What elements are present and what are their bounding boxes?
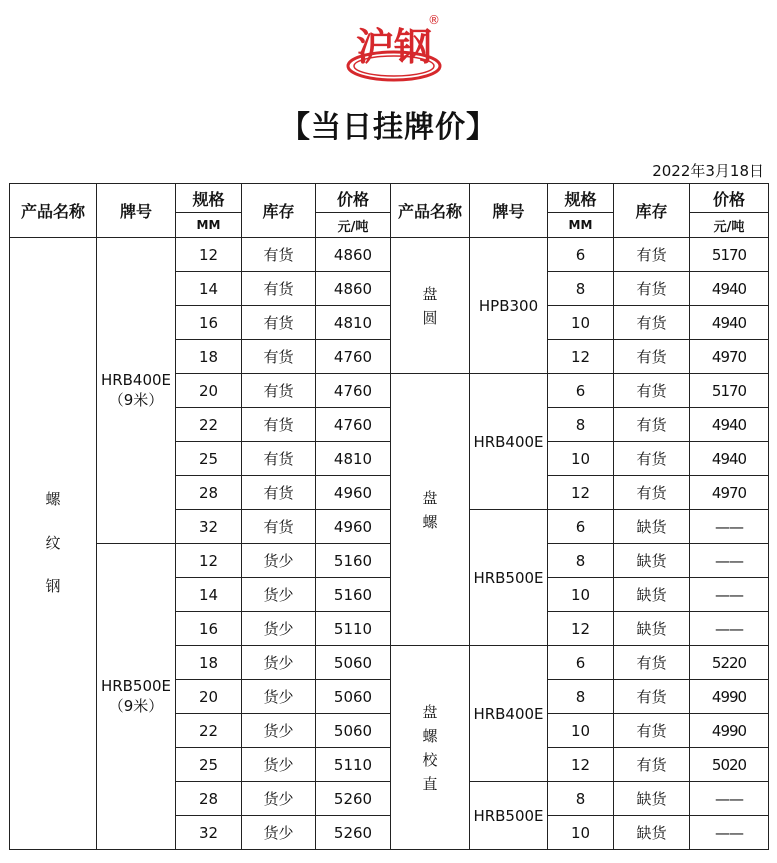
col-header-price: 价格 xyxy=(316,184,391,213)
spec-cell: 18 xyxy=(176,340,242,374)
price-cell: 5020 xyxy=(690,748,769,782)
price-cell: 4970 xyxy=(690,476,769,510)
stock-cell: 有货 xyxy=(242,442,316,476)
price-date: 2022年3月18日 xyxy=(652,162,764,180)
spec-cell: 25 xyxy=(176,442,242,476)
product-name-cell xyxy=(391,374,470,646)
price-cell: 5110 xyxy=(316,612,391,646)
spec-cell: 18 xyxy=(176,646,242,680)
spec-cell: 8 xyxy=(548,408,614,442)
registered-mark: ® xyxy=(428,13,440,27)
stock-cell: 货少 xyxy=(242,782,316,816)
price-cell: 4860 xyxy=(316,272,391,306)
spec-cell: 25 xyxy=(176,748,242,782)
col-header-product: 产品名称 xyxy=(10,184,97,238)
page-title: 【当日挂牌价】 xyxy=(280,110,497,145)
product-name-cell xyxy=(391,646,470,850)
stock-cell: 缺货 xyxy=(614,510,690,544)
spec-cell: 8 xyxy=(548,272,614,306)
product-name-cell xyxy=(391,238,470,374)
price-cell: 5220 xyxy=(690,646,769,680)
stock-cell: 有货 xyxy=(614,272,690,306)
spec-cell: 28 xyxy=(176,782,242,816)
col-header-price-unit: 元/吨 xyxy=(316,213,391,238)
spec-cell: 22 xyxy=(176,714,242,748)
stock-cell: 有货 xyxy=(242,510,316,544)
spec-cell: 28 xyxy=(176,476,242,510)
price-cell: —— xyxy=(690,816,769,850)
spec-cell: 20 xyxy=(176,680,242,714)
table-row xyxy=(10,544,769,578)
stock-cell: 有货 xyxy=(242,408,316,442)
price-cell: 4760 xyxy=(316,408,391,442)
col-header-spec: 规格 xyxy=(176,184,242,213)
stock-cell: 有货 xyxy=(242,238,316,272)
stock-cell: 货少 xyxy=(242,612,316,646)
price-cell: 5160 xyxy=(316,544,391,578)
price-cell: 4990 xyxy=(690,680,769,714)
logo-text: 沪钢 xyxy=(355,24,433,69)
stock-cell: 有货 xyxy=(614,714,690,748)
col-header-spec-unit-right: MM xyxy=(548,213,614,238)
stock-cell: 有货 xyxy=(614,748,690,782)
price-cell: 4940 xyxy=(690,442,769,476)
price-cell: 4940 xyxy=(690,272,769,306)
col-header-product-right: 产品名称 xyxy=(391,184,470,238)
price-cell: 4940 xyxy=(690,408,769,442)
price-cell: 4760 xyxy=(316,340,391,374)
stock-cell: 有货 xyxy=(614,340,690,374)
stock-cell: 货少 xyxy=(242,680,316,714)
stock-cell: 有货 xyxy=(242,340,316,374)
col-header-price-unit-right: 元/吨 xyxy=(690,213,769,238)
spec-cell: 16 xyxy=(176,612,242,646)
brand-text: HRB500E（9米） xyxy=(100,677,172,715)
spec-cell: 12 xyxy=(548,476,614,510)
spec-cell: 12 xyxy=(548,748,614,782)
col-header-stock-right: 库存 xyxy=(614,184,690,238)
brand-cell: HRB500E xyxy=(470,782,548,850)
price-cell: 5260 xyxy=(316,782,391,816)
stock-cell: 货少 xyxy=(242,714,316,748)
spec-cell: 6 xyxy=(548,510,614,544)
product-name-text: 盘圆 xyxy=(422,284,438,327)
price-cell: 5060 xyxy=(316,680,391,714)
spec-cell: 16 xyxy=(176,306,242,340)
stock-cell: 有货 xyxy=(614,476,690,510)
spec-cell: 8 xyxy=(548,782,614,816)
price-cell: —— xyxy=(690,544,769,578)
stock-cell: 有货 xyxy=(242,306,316,340)
price-cell: 4960 xyxy=(316,476,391,510)
price-cell: —— xyxy=(690,782,769,816)
stock-cell: 有货 xyxy=(242,374,316,408)
price-cell: 4810 xyxy=(316,442,391,476)
spec-cell: 12 xyxy=(176,238,242,272)
spec-cell: 8 xyxy=(548,544,614,578)
stock-cell: 货少 xyxy=(242,816,316,850)
company-logo xyxy=(344,8,444,88)
price-cell: 5110 xyxy=(316,748,391,782)
col-header-spec-unit: MM xyxy=(176,213,242,238)
price-cell: —— xyxy=(690,612,769,646)
brand-cell xyxy=(97,544,176,850)
stock-cell: 有货 xyxy=(614,442,690,476)
spec-cell: 10 xyxy=(548,442,614,476)
stock-cell: 缺货 xyxy=(614,578,690,612)
spec-cell: 14 xyxy=(176,578,242,612)
price-cell: 4760 xyxy=(316,374,391,408)
col-header-brand: 牌号 xyxy=(97,184,176,238)
stock-cell: 缺货 xyxy=(614,782,690,816)
price-table xyxy=(9,183,769,850)
price-cell: 5160 xyxy=(316,578,391,612)
price-cell: 4940 xyxy=(690,306,769,340)
stock-cell: 缺货 xyxy=(614,544,690,578)
stock-cell: 货少 xyxy=(242,748,316,782)
price-cell: 4990 xyxy=(690,714,769,748)
stock-cell: 有货 xyxy=(242,476,316,510)
brand-cell: HRB400E xyxy=(470,646,548,782)
price-cell: 5170 xyxy=(690,374,769,408)
stock-cell: 有货 xyxy=(614,374,690,408)
spec-cell: 6 xyxy=(548,646,614,680)
price-cell: 5060 xyxy=(316,714,391,748)
stock-cell: 有货 xyxy=(614,646,690,680)
product-name-rebar xyxy=(10,238,97,850)
spec-cell: 10 xyxy=(548,816,614,850)
col-header-stock: 库存 xyxy=(242,184,316,238)
stock-cell: 有货 xyxy=(614,680,690,714)
price-cell: 4960 xyxy=(316,510,391,544)
product-name-text: 盘螺 xyxy=(422,488,438,531)
price-cell: —— xyxy=(690,578,769,612)
stock-cell: 货少 xyxy=(242,646,316,680)
price-cell: —— xyxy=(690,510,769,544)
brand-cell: HPB300 xyxy=(470,238,548,374)
spec-cell: 6 xyxy=(548,374,614,408)
spec-cell: 6 xyxy=(548,238,614,272)
col-header-price-right: 价格 xyxy=(690,184,769,213)
product-name-text: 螺纹钢 xyxy=(45,490,61,596)
spec-cell: 22 xyxy=(176,408,242,442)
spec-cell: 32 xyxy=(176,510,242,544)
price-cell: 4860 xyxy=(316,238,391,272)
brand-cell: HRB500E xyxy=(470,510,548,646)
stock-cell: 缺货 xyxy=(614,612,690,646)
spec-cell: 12 xyxy=(176,544,242,578)
product-name-text: 盘螺校直 xyxy=(422,702,438,793)
stock-cell: 有货 xyxy=(614,306,690,340)
spec-cell: 8 xyxy=(548,680,614,714)
brand-cell: HRB400E xyxy=(470,374,548,510)
col-header-brand-right: 牌号 xyxy=(470,184,548,238)
stock-cell: 有货 xyxy=(242,272,316,306)
stock-cell: 货少 xyxy=(242,578,316,612)
price-cell: 5170 xyxy=(690,238,769,272)
stock-cell: 有货 xyxy=(614,238,690,272)
col-header-spec-right: 规格 xyxy=(548,184,614,213)
brand-cell xyxy=(97,238,176,544)
stock-cell: 有货 xyxy=(614,408,690,442)
brand-text: HRB400E（9米） xyxy=(100,371,172,409)
spec-cell: 10 xyxy=(548,306,614,340)
price-cell: 5060 xyxy=(316,646,391,680)
stock-cell: 货少 xyxy=(242,544,316,578)
spec-cell: 10 xyxy=(548,714,614,748)
spec-cell: 20 xyxy=(176,374,242,408)
spec-cell: 12 xyxy=(548,340,614,374)
spec-cell: 32 xyxy=(176,816,242,850)
price-cell: 4810 xyxy=(316,306,391,340)
table-row xyxy=(10,238,769,272)
spec-cell: 10 xyxy=(548,578,614,612)
price-cell: 5260 xyxy=(316,816,391,850)
spec-cell: 14 xyxy=(176,272,242,306)
price-cell: 4970 xyxy=(690,340,769,374)
spec-cell: 12 xyxy=(548,612,614,646)
stock-cell: 缺货 xyxy=(614,816,690,850)
